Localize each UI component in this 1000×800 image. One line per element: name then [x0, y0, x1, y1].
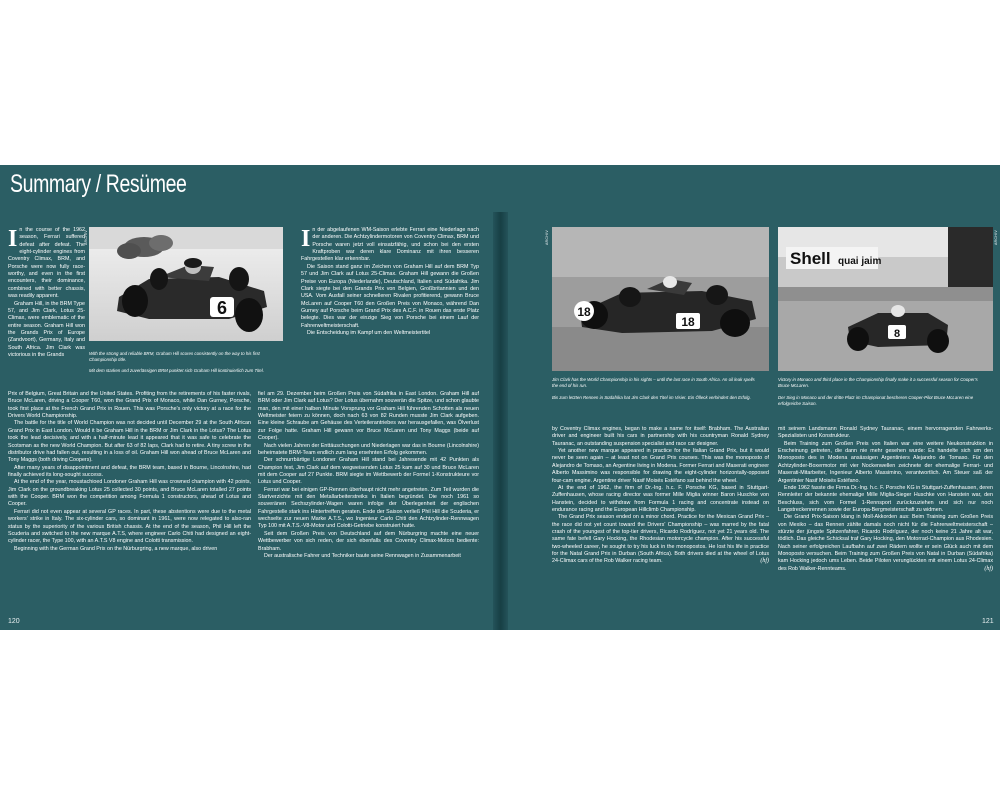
en-paragraph: Ferrari did not even appear at several GP races. In part, these abstentions were due to the metal workers' strike in Italy. The six-cylinder cars, so dominant in 1961, were now relegated to also-ran status by the superiority of the various British chassis. At the end of the season, Phil Hill left the Scuderia and switched to the new marque A.T.S, where engineer Carlo Chiti had designed an eight-cylinder racer, the Type 100, with an A.T.S V8 engine and Colotti transmission. — [8, 508, 251, 545]
car-number-18-side: 18 — [681, 315, 695, 329]
en-paragraph: The Grand Prix season ended on a minor chord. Practice for the Mexican Grand Prix – the race did not yet count toward the Drivers' Championship – was marred by the fatal crash of the youngest of the top-tier drivers, Ricardo Rodríguez, not yet 21 years old. The same fate befell Gary Hocking, the Rhodesian motorcycle champion. After his successful two-wheeled career, he sought to try his luck in the monopostos. He lost his life in practice for the Natal Grand Prix in Durban (South Africa). Both drivers died at the wheel of Lotus 24-Climax cars of the Rob Walker racing team. (hf) — [552, 514, 769, 565]
de-paragraph: Ende 1962 fasste die Firma Dr.-Ing. h.c. F. Porsche KG in Stuttgart-Zuffenhausen, deren Rennleiter der bekannte ehemalige Mille Miglia-Sieger Huschke von Hanstein war, den Beschluss, sich vom Formel 1-Rennsport zurückzuziehen und sich nur noch Langstreckenrennen sowie der Europa-Bergmeisterschaft zu widmen. — [778, 484, 993, 513]
de-paragraph: Nach vielen Jahren der Enttäuschungen und Niederlagen war das in Bourne (Lincolnshire) beheimatete BRM-Team endlich zum lang ersehnten Erfolg gekommen. — [258, 442, 479, 456]
en-paragraph: The battle for the title of World Champion was not decided until December 29 at the South African Grand Prix in East London. Would it be Graham Hill in the BRM or Jim Clark in the Lotus? The Lotus took the lead decisively, and with a half-minute lead it appeared that it was safe to celebrate the Scotsman as the new World Champion. But after 63 of 82 laps, Clark had to retire. A tiny screw in the distributor drive had fallen out, resulting in a loss of oil. Graham Hill won ahead of Bruce McLaren and Tony Maggs (both driving Coopers). — [8, 420, 251, 464]
de-text-column-right — [778, 426, 993, 616]
en-text-column-narrow — [8, 227, 85, 391]
de-paragraph: Ferrari war bei einigen GP-Rennen überhaupt nicht mehr angetreten. Zum Teil wurden die Startverzichte mit den Metallarbeiterstreiks in Italien begründet. Die noch 1961 so souveränen Sechszylinder-Wagen waren infolge der Überlegenheit der englischen Fahrgestelle stark ins Hintertreffen geraten. Ende der Saison verließ Phil Hill die Scuderia, er wechselte zur neuen Marke A.T.S., wo Ingenieur Carlo Chiti den Achtzylinder-Rennwagen Typ 100 mit A.T.S.-V8-Motor und Colotti-Getriebe konstruiert hatte. — [258, 486, 479, 530]
photo2-caption-de: Der Sieg in Monaco und der dritte Platz im Championat bescheren Cooper-Pilot Bruce McLaren eine erfolgreiche Saison. — [778, 395, 974, 406]
billboard-quai: quai jaim — [838, 256, 882, 267]
de-paragraph: Der australische Fahrer und Techniker baute seine Rennwagen in Zusammenarbeit — [264, 553, 461, 560]
photo-caption-en: With the strong and reliable BRM, Graham Hill scores consistently on the way to his first Championship title. — [89, 351, 260, 362]
de-paragraph: In der abgelaufenen WM-Saison erlebte Ferrari eine Niederlage nach der anderen. Die Achtzylindermotoren von Coventry Climax, BRM und Porsche waren jetzt voll einsatzfähig, und schon bei den ersten Kraftproben war deren klare Dominanz mit ihren besseren Fahrgestellen klar erkennbar. — [301, 227, 479, 263]
de-paragraph: Beim Training zum Großen Preis von Italien war eine weitere Neukonstruktion in Erscheinung getreten, die dann nie mehr gesehen wurde: Es handelte sich um den Monoposto des in Modena ansässigen Argentiniers Alejandro de Tomaso. Für den Achtzylinder-Boxermotor mit vier Nockenwellen zeichnete der ehemalige Ferrari- und Maserati-Mitarbeiter, Ingenieur Alberto Massimino, verantwortlich. Am Steuer saß der Argentinier Nasif Moisés Estéfano. — [778, 440, 993, 484]
en-paragraph: Prix of Belgium, Great Britain and the United States. Profiting from the retirements of his faster rivals, Bruce McLaren, driving a Cooper T60, won the Grand Prix of Monaco, while Dan Gurney, Porsche, took first place at the French Grand Prix in Rouen. This was Porsche's only victory at a race for the Drivers World Championship. — [8, 391, 251, 420]
de-text-column-wide — [258, 391, 479, 611]
car-number-18: 18 — [577, 305, 591, 319]
author-initials-en: (hf) — [760, 558, 769, 565]
dropcap-en: I — [8, 227, 18, 252]
en-paragraph: After many years of disappointment and defeat, the BRM team, based in Bourne, Lincolnshire, had finally achieved its long-sought success. — [8, 464, 251, 478]
photo1-caption-en: Jim Clark has the World Championship in his sights – until the last race in South Africa. An oil leak spells the end of his run. — [552, 377, 755, 388]
photo-credit: ARCHIV — [994, 230, 998, 246]
book-gutter — [493, 212, 508, 630]
en-paragraph: Graham Hill, in the BRM Type 57, and Jim Clark, Lotus 25-Climax, were emblematic of the entire season. Graham Hill won the Grands Prix of Europe (Zandvoort), Germany, Italy and South Africa. Jim Clark was victorious in the Grands — [8, 300, 85, 358]
car-number-8: 8 — [893, 328, 901, 340]
de-paragraph: mit seinem Landsmann Ronald Sydney Tauranac, einem hervorragenden Fahrwerks-Spezialisten und Konstrukteur. — [778, 426, 993, 440]
en-paragraph: At the end of the year, moustachioed Londoner Graham Hill was crowned champion with 42 points, Jim Clark on the groundbreaking Lotus 25 collected 30 points, and Bruce McLaren totalled 27 points with the Cooper. BRM won the competition among Formula 1 constructors, ahead of Lotus and Cooper. — [8, 479, 251, 508]
de-paragraph: Seit dem Großen Preis von Deutschland auf dem Nürburgring machte eine neuer Wettbewerber von sich reden, der sich ebenfalls des Coventry Climax-Motors bediente: Brabham. — [258, 530, 479, 552]
en-paragraph: by Coventry Climax engines, began to make a name for itself: Brabham. The Australian driver and engineer built his cars in partnership with his countryman Ronald Sydney Tauranac, an outstanding suspension specialist and race car designer. — [552, 426, 769, 447]
page-number-left: 120 — [8, 618, 20, 625]
en-text-column-wide — [8, 391, 251, 611]
photo2-caption-en: Victory in Monaco and third place in the Championship finally make it a successful season for Cooper's Bruce McLaren. — [778, 377, 978, 388]
page-title: Summary / Resümee — [10, 170, 187, 198]
author-initials-de: (hf) — [984, 565, 993, 572]
de-text-column-top — [301, 227, 479, 391]
en-text-column-right — [552, 426, 769, 616]
de-paragraph: Die Saison stand ganz im Zeichen von Graham Hill auf dem BRM Typ 57 und Jim Clark auf Lotus 25-Climax. Graham Hill gewann die Großen Preise von Europa (Niederlande), Deutschland, Italien und Südafrika. Jim Clark siegte bei den Grands Prix von Belgien, Großbritannien und den USA. Vom Ausfall seiner schnelleren Rivalen profitierend, gewann Bruce McLaren auf Cooper T60 den Großen Preis von Monaco, während Dan Gurney auf Porsche beim Grand Prix des A.C.F. in Rouen das erste Platz belegte. Dies war der einzige Sieg von Porsche bei einem Lauf der Fahrerweltmeisterschaft. — [301, 263, 479, 329]
lotus-photo-image — [552, 227, 769, 371]
de-paragraph: fiel am 29. Dezember beim Großen Preis von Südafrika in East London. Graham Hill auf BRM oder Jim Clark auf Lotus? Der Lotus übernahm souverän die Spitze, und schon glaubte man, den mit einer halben Minute Vorsprung vor Graham Hill führenden Schotten als neuen Weltmeister feiern zu können, doch nach 63 von 82 Runden musste Jim Clark aufgeben. Eine kleine Schraube am Gehäuse des Verteilerantriebes war herausgefallen, was Ölverlust zur Folge hatte. Graham Hill gewann vor Bruce McLaren und Tony Maggs (beide auf Cooper). — [258, 391, 479, 442]
en-paragraph: At the end of 1962, the firm of Dr.-Ing. h.c. F. Porsche KG, based in Stuttgart-Zuffenhausen, whose racing director was former Mille Miglia winner Baron Huschke von Hanstein, decided to withdraw from Formula 1 racing and concentrate instead on endurance racing and the European Hillclimb Championship. — [552, 484, 769, 513]
de-paragraph: Der schnurrbärtige Londoner Graham Hill stand bei Jahresende mit 42 Punkten als Champion fest, Jim Clark auf dem wegweisenden Lotus 25 kam auf 30 und Bruce McLaren mit dem Cooper auf 27 Punkte. BRM siegte im Wettbewerb der Formel 1-Konstrukteure vor Lotus und Cooper. — [258, 457, 479, 486]
photo-credit: ARCHIV — [545, 230, 549, 246]
car-number-6: 6 — [216, 298, 228, 318]
billboard-shell: Shell — [790, 249, 831, 268]
photo1-caption-de: Bis zum letzten Rennen in Südafrika hat Jim Clark den Titel im Visier. Ein Ölleck verhindert den Erfolg. — [552, 395, 751, 400]
de-paragraph: Die Entscheidung im Kampf um den Weltmeistertitel — [307, 330, 431, 336]
en-paragraph: Beginning with the German Grand Prix on the Nürburgring, a new marque, also driven — [14, 545, 218, 552]
brm-photo-image — [89, 227, 283, 341]
monaco-photo-image — [778, 227, 993, 371]
photo-bruce-mclaren-monaco — [778, 227, 993, 371]
dropcap-de: I — [301, 227, 311, 252]
en-paragraph: In the course of the 1962 season, Ferrari suffered defeat after defeat. The eight-cylinder engines from Coventry Climax, BRM, and Porsche were now fully race-worthy, and even in the first encounters, their dominance, combined with better chassis, was readily apparent. — [8, 227, 85, 300]
photo-caption-de: Mit dem starken und zuverlässigen BRM punktet sich Graham Hill kontinuierlich zum Titel. — [89, 368, 264, 373]
photo-credit: ARCHIV — [84, 230, 88, 246]
page-number-right: 121 — [982, 618, 994, 625]
en-paragraph: Yet another new marque appeared in practice for the Italian Grand Prix, but it would never be seen again – at least not on Grand Prix courses. This was the monoposto of Alejandro de Tomaso, an Argentine living in Modena. Former Ferrari and Maserati engineer Alberto Massimino was responsible for drawing the eight-cylinder horizontally-opposed four-cam engine. Argentine driver Nasif Moisés Estéfano sat behind the wheel. — [552, 448, 769, 484]
photo-graham-hill-brm — [89, 227, 283, 341]
photo-jim-clark-lotus — [552, 227, 769, 371]
de-paragraph: Die Grand Prix-Saison klang in Moll-Akkorden aus: Beim Training zum Großen Preis von Mexiko – das Rennen zählte damals noch nicht für die Fahrerweltmeisterschaft – stürzte der jüngste Spitzenfahrer, Ricardo Rodríguez, der noch keine 21 Jahre alt war, tödlich. Das gleiche Schicksal traf Gary Hocking, den Motorrad-Champion aus Rhodesien. Nach seiner erfolgreichen Laufbahn auf zwei Rädern wollte er sein Glück auch mit dem Monoposto versuchen. Beim Training zum Großen Preis von Natal in Durban (Südafrika) kam Hocking jedoch ums Leben. Beide Piloten verunglückten mit einem Lotus 24-Climax des Rob Walker-Rennteams. (hf) — [778, 514, 993, 572]
